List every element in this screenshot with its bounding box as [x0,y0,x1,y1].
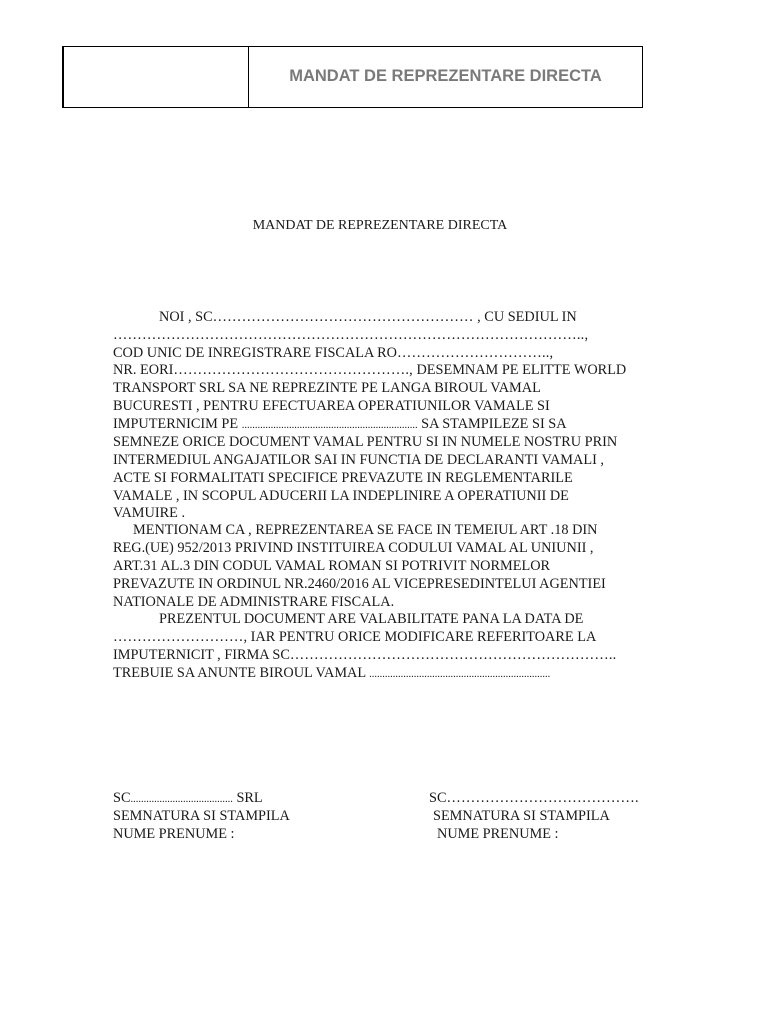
signature-suffix: SRL [232,790,263,806]
signature-company-line [429,789,639,807]
body-text: IMPUTERNICIT , FIRMA SC [113,647,290,663]
fill-in-blank: ................................................................... [241,420,418,431]
fill-in-blank: …………………………………………………………………………………….., [113,327,589,343]
fill-in-blank: ....................................... [130,794,233,805]
signature-stamp-label: SEMNATURA SI STAMPILA [113,808,290,824]
body-line: SEMNEZE ORICE DOCUMENT VAMAL PENTRU SI IN NUMELE NOSTRU PRIN [113,434,618,450]
body-line [113,326,588,344]
body-line: BUCURESTI , PENTRU EFECTUAREA OPERATIUNILOR VAMALE SI [113,398,550,414]
signature-name-label: NUME PRENUME : [437,826,559,842]
body-text: DESEMNAM PE ELITTE WORLD [412,362,627,378]
body-line [113,361,626,379]
body-line [113,646,616,664]
body-text: , CU SEDIUL IN [473,309,577,325]
body-text: NOI , SC [159,309,213,325]
header-title: MANDAT DE REPREZENTARE DIRECTA [289,67,602,85]
body-line: TRANSPORT SRL SA NE REPREZINTE PE LANGA BIROUL VAMAL [113,380,541,396]
signature-company-line [113,789,263,809]
body-text: TREBUIE SA ANUNTE BIROUL VAMAL [113,665,370,681]
body-line [113,664,550,684]
body-line: ART.31 AL.3 DIN CODUL VAMAL ROMAN SI POTRIVIT NORMELOR [113,558,551,574]
fill-in-blank: ..................................................................... [369,669,551,680]
body-text: NR. EORI [113,362,174,378]
body-text: , IAR PENTRU ORICE MODIFICARE REFERITOARE LA [243,629,597,645]
signature-sc-label: SC [113,790,131,806]
body-line: REG.(UE) 952/2013 PRIVIND INSTITUIREA CODULUI VAMAL AL UNIUNII , [113,540,594,556]
body-line: ACTE SI FORMALITATI SPECIFICE PREVAZUTE IN REGLEMENTARILE [113,470,573,486]
signature-stamp-label: SEMNATURA SI STAMPILA [433,808,610,824]
document-title: MANDAT DE REPREZENTARE DIRECTA [252,218,508,233]
signature-sc-label: SC [429,790,447,806]
body-text: SA STAMPILEZE SI SA [417,416,567,432]
body-line [159,308,577,326]
body-line: VAMALE , IN SCOPUL ADUCERII LA INDEPLINIRE A OPERATIUNII DE [113,488,569,504]
body-line: PREZENTUL DOCUMENT ARE VALABILITATE PANA LA DATA DE [159,611,584,627]
body-line: NATIONALE DE ADMINISTRARE FISCALA. [113,594,395,610]
body-line: PREVAZUTE IN ORDINUL NR.2460/2016 AL VICEPRESEDINTELUI AGENTIEI [113,576,606,592]
fill-in-blank: …………………………………. [446,790,639,806]
fill-in-blank: ……………………………………………… [212,309,474,325]
body-line [113,344,553,362]
fill-in-blank: ……………………… [113,629,244,645]
fill-in-blank: …………………………………………., [173,362,413,378]
body-line: INTERMEDIUL ANGAJATILOR SAI IN FUNCTIA DE DECLARANTI VAMALI , [113,452,604,468]
body-line [113,415,567,435]
fill-in-blank: ………………………………………………………….. [289,647,617,663]
signature-name-label: NUME PRENUME : [113,826,235,842]
body-line: VAMUIRE . [113,505,186,521]
header-box [62,46,643,108]
fill-in-blank: ………………………….., [396,345,554,361]
body-text: COD UNIC DE INREGISTRARE FISCALA RO [113,345,397,361]
body-line: MENTIONAM CA , REPREZENTAREA SE FACE IN TEMEIUL ART .18 DIN [133,522,598,538]
body-line [113,628,596,646]
body-text: IMPUTERNICIM PE [113,416,242,432]
